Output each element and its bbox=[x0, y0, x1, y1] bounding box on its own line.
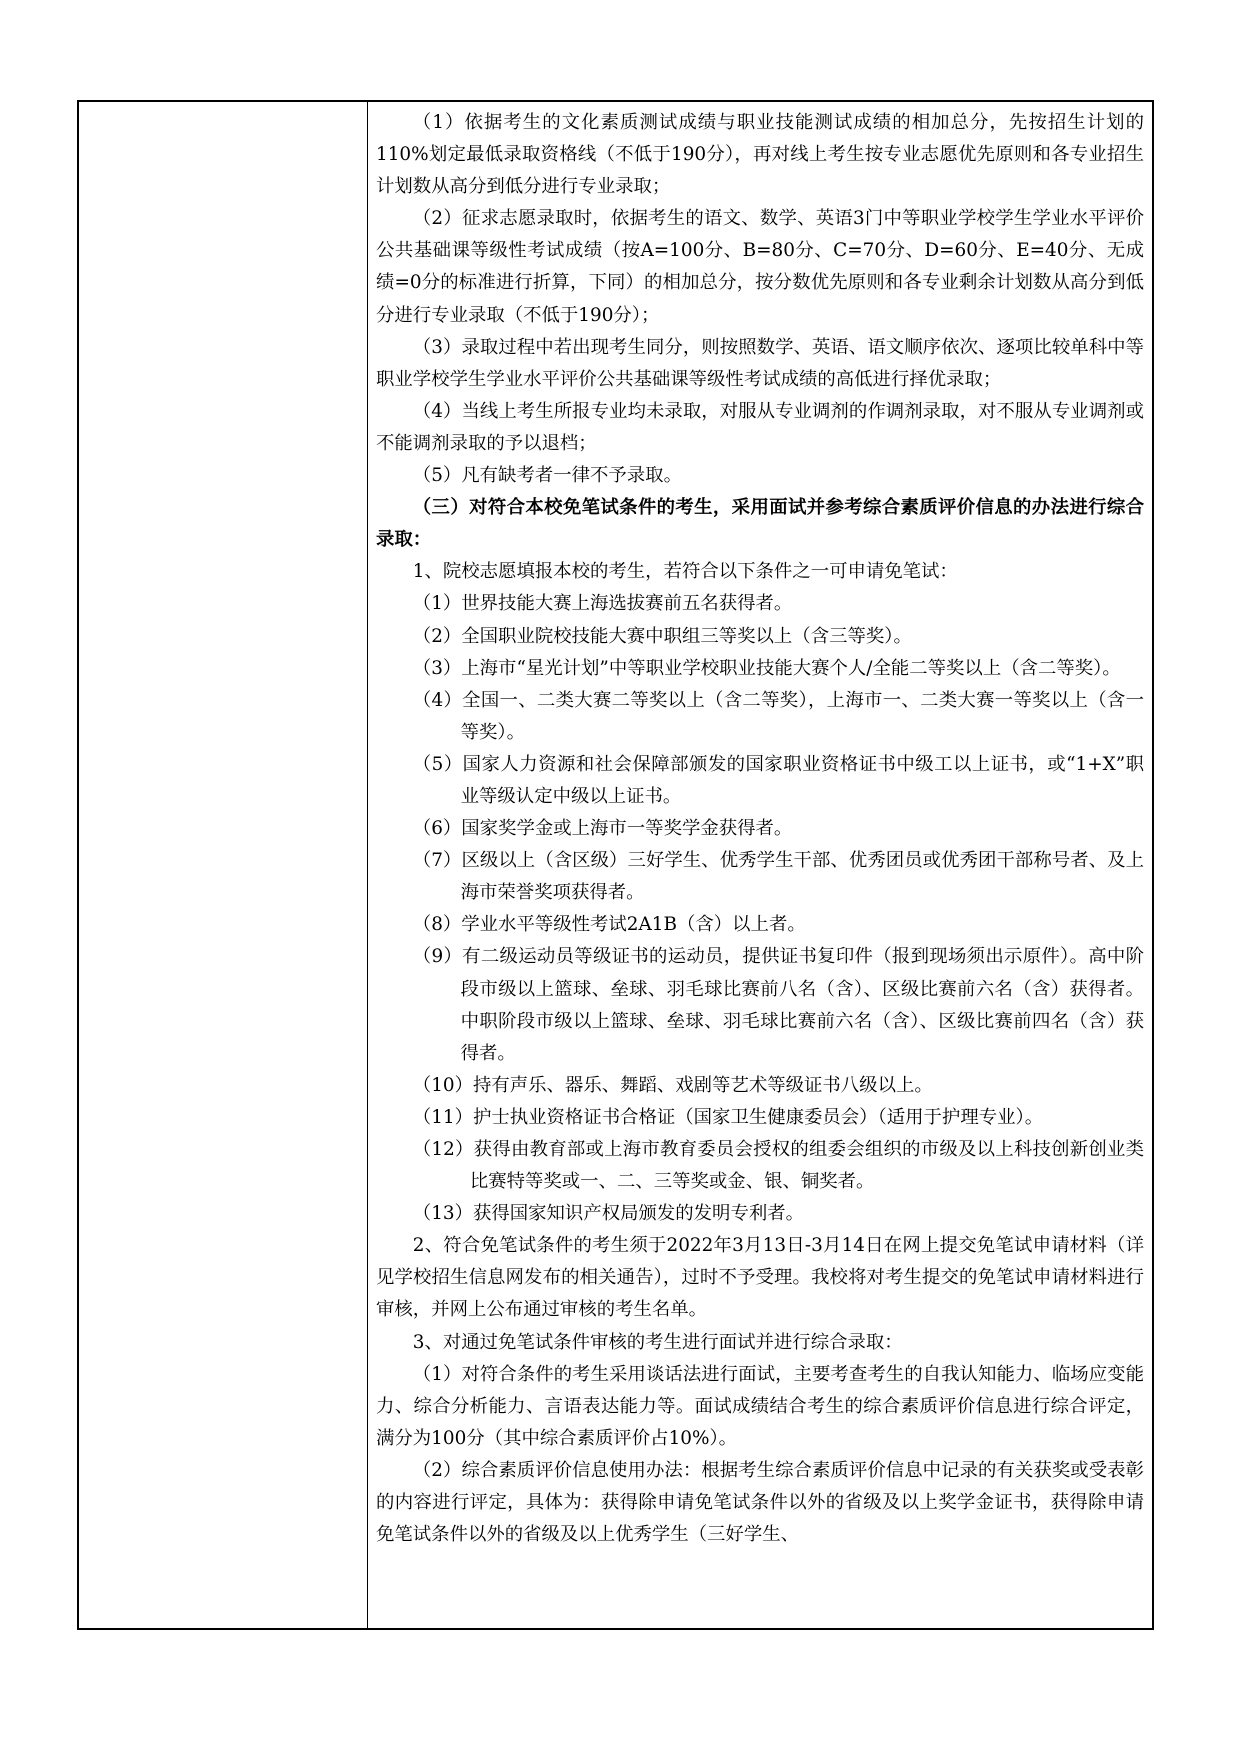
rule-paragraph-3: （3）录取过程中若出现考生同分，则按照数学、英语、语文顺序依次、逐项比较单科中等职业学校学生学业水平评价公共基础课等级性考试成绩的高低进行择优录取； bbox=[376, 336, 1144, 390]
document-table bbox=[77, 100, 1154, 1630]
condition-8: （8）学业水平等级性考试2A1B（含）以上者。 bbox=[412, 914, 806, 936]
condition-7: （7）区级以上（含区级）三好学生、优秀学生干部、优秀团员或优秀团干部称号者、及上海市荣誉奖项获得者。 bbox=[412, 850, 1144, 904]
condition-9: （9）有二级运动员等级证书的运动员，提供证书复印件（报到现场须出示原件）。高中阶段市级以上篮球、垒球、羽毛球比赛前八名（含）、区级比赛前六名（含）获得者。中职阶段市级以上篮球、垒球、羽毛球比赛前六名（含）、区级比赛前四名（含）获得者。 bbox=[412, 946, 1144, 1064]
condition-5: （5）国家人力资源和社会保障部颁发的国家职业资格证书中级工以上证书，或“1+X”职业等级认定中级以上证书。 bbox=[412, 753, 1144, 807]
condition-3: （3）上海市“星光计划”中等职业学校职业技能大赛个人/全能二等奖以上（含二等奖）。 bbox=[412, 657, 1121, 679]
condition-11: （11）护士执业资格证书合格证（国家卫生健康委员会）（适用于护理专业）。 bbox=[412, 1106, 1044, 1128]
item-3-heading: 3、对通过免笔试条件审核的考生进行面试并进行综合录取： bbox=[412, 1331, 903, 1353]
rule-paragraph-2: （2）征求志愿录取时，依据考生的语文、数学、英语3门中等职业学校学生学业水平评价公共基础课等级性考试成绩（按A=100分、B=80分、C=70分、D=60分、E=40分、无成绩=0分的标准进行折算，下同）的相加总分，按分数优先原则和各专业剩余计划数从高分到低分进行专业录取（不低于190分）； bbox=[376, 208, 1144, 326]
rule-paragraph-4: （4）当线上考生所报专业均未录取，对服从专业调剂的作调剂录取，对不服从专业调剂或不能调剂录取的予以退档； bbox=[376, 400, 1144, 454]
condition-4: （4）全国一、二类大赛二等奖以上（含二等奖），上海市一、二类大赛一等奖以上（含一等奖）。 bbox=[412, 689, 1144, 743]
condition-2: （2）全国职业院校技能大赛中职组三等奖以上（含三等奖）。 bbox=[412, 625, 912, 647]
condition-6: （6）国家奖学金或上海市一等奖学金获得者。 bbox=[412, 818, 793, 840]
rule-paragraph-5: （5）凡有缺考者一律不予录取。 bbox=[412, 465, 682, 487]
condition-13: （13）获得国家知识产权局颁发的发明专利者。 bbox=[412, 1203, 805, 1225]
interview-rule-1: （1）对符合条件的考生采用谈话法进行面试，主要考查考生的自我认知能力、临场应变能力、综合分析能力、言语表达能力等。面试成绩结合考生的综合素质评价信息进行综合评定，满分为100分（其中综合素质评价占10%）。 bbox=[376, 1363, 1144, 1449]
table-left-cell bbox=[79, 102, 368, 1628]
item-1-heading: 1、院校志愿填报本校的考生，若符合以下条件之一可申请免笔试： bbox=[412, 561, 958, 583]
rule-paragraph-1: （1）依据考生的文化素质测试成绩与职业技能测试成绩的相加总分，先按招生计划的110%划定最低录取资格线（不低于190分），再对线上考生按专业志愿优先原则和各专业招生计划数从高分到低分进行专业录取； bbox=[376, 112, 1144, 198]
condition-1: （1）世界技能大赛上海选拔赛前五名获得者。 bbox=[412, 593, 793, 615]
item-2: 2、符合免笔试条件的考生须于2022年3月13日-3月14日在网上提交免笔试申请材料（详见学校招生信息网发布的相关通告），过时不予受理。我校将对考生提交的免笔试申请材料进行审核，并网上公布通过审核的考生名单。 bbox=[376, 1235, 1144, 1321]
interview-rule-2: （2）综合素质评价信息使用办法：根据考生综合素质评价信息中记录的有关获奖或受表彰的内容进行评定，具体为：获得除申请免笔试条件以外的省级及以上奖学金证书，获得除申请免笔试条件以外的省级及以上优秀学生（三好学生、 bbox=[376, 1459, 1144, 1546]
condition-12: （12）获得由教育部或上海市教育委员会授权的组委会组织的市级及以上科技创新创业类比赛特等奖或一、二、三等奖或金、银、铜奖者。 bbox=[412, 1139, 1144, 1193]
condition-10: （10）持有声乐、器乐、舞蹈、戏剧等艺术等级证书八级以上。 bbox=[412, 1074, 933, 1096]
table-right-cell bbox=[368, 102, 1152, 1628]
section-heading-3: （三）对符合本校免笔试条件的考生，采用面试并参考综合素质评价信息的办法进行综合录取： bbox=[376, 497, 1144, 551]
